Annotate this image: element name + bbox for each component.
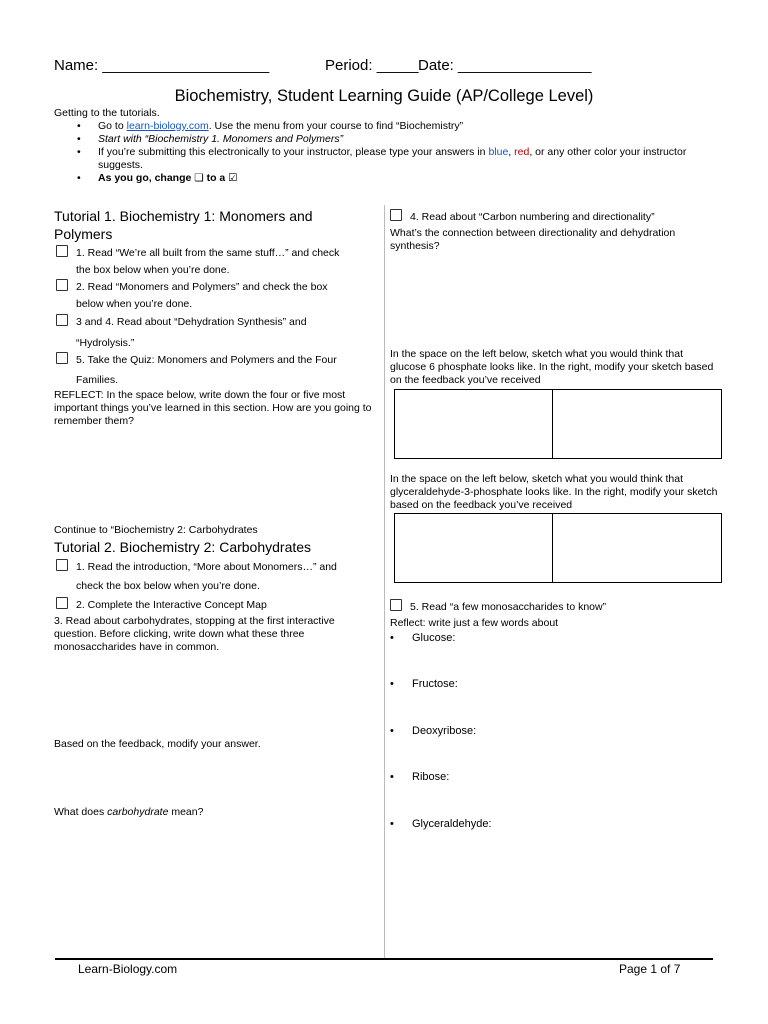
- tutorial-2-task-2: 2. Complete the Interactive Concept Map: [56, 597, 371, 614]
- task-checkbox[interactable]: [56, 245, 68, 257]
- page-title: Biochemistry, Student Learning Guide (AP/College Level): [174, 87, 594, 105]
- intro-bullet-4: • As you go, change ❏ to a ☑: [54, 172, 714, 185]
- right-task-4: 4. Read about “Carbon numbering and directionality”: [390, 209, 705, 226]
- tutorial-2-task-1: 1. Read the introduction, “More about Monomers…” and check the box below when you’re done.: [56, 559, 371, 595]
- g3p-sketch-box[interactable]: [394, 513, 722, 583]
- task-checkbox[interactable]: [56, 314, 68, 326]
- task-checkbox[interactable]: [56, 279, 68, 291]
- task-checkbox[interactable]: [56, 597, 68, 609]
- intro-bullet-1: • Go to learn-biology.com. Use the menu from your course to find “Biochemistry”: [54, 120, 714, 133]
- footer-site: Learn-Biology.com: [78, 962, 178, 976]
- intro-bullet-2: • Start with “Biochemistry 1. Monomers and Polymers”: [54, 133, 714, 146]
- right-task-5: 5. Read “a few monosaccharides to know”: [390, 599, 705, 616]
- sketch-divider: [552, 514, 553, 582]
- tutorial-2-heading: Tutorial 2. Biochemistry 2: Carbohydrates: [54, 539, 312, 555]
- tutorial-1-task-3: 3 and 4. Read about “Dehydration Synthesis” and “Hydrolysis.”: [56, 314, 371, 352]
- monosaccharide-item: • Fructose:: [390, 678, 458, 690]
- footer-rule: [55, 958, 713, 960]
- monosaccharide-item: • Glucose:: [390, 632, 455, 644]
- column-divider: [384, 205, 385, 958]
- tutorial-1-task-2: 2. Read “Monomers and Polymers” and check the box below when you’re done.: [56, 279, 371, 313]
- feedback-prompt: Based on the feedback, modify your answer.: [54, 738, 261, 750]
- continue-note: Continue to “Biochemistry 2: Carbohydrates: [54, 524, 258, 536]
- footer-page-number: Page 1 of 7: [619, 962, 681, 976]
- intro-bullets: [54, 120, 714, 185]
- getting-started-text: Getting to the tutorials.: [54, 107, 160, 119]
- task-checkbox[interactable]: [56, 559, 68, 571]
- blue-color-word: blue: [488, 146, 509, 158]
- tutorial-1-task-4: 5. Take the Quiz: Monomers and Polymers and the Four Families.: [56, 352, 371, 389]
- directionality-question: What’s the connection between directionality and dehydration synthesis?: [390, 227, 676, 252]
- glucose-sketch-prompt: In the space on the left below, sketch what you would think that glucose 6 phosphate looks like. In the right, modify your sketch based on the feedback you’ve received: [390, 348, 714, 386]
- monosaccharide-item: • Deoxyribose:: [390, 725, 476, 737]
- task-checkbox[interactable]: [56, 352, 68, 364]
- date-field-label: Date: ________________: [418, 57, 592, 74]
- red-color-word: red: [514, 146, 530, 158]
- monosaccharide-item: • Ribose:: [390, 771, 449, 783]
- tutorial-1-reflect-prompt: REFLECT: In the space below, write down the four or five most important things you’ve learned in this section. How are you going to remember them?: [54, 389, 372, 427]
- monosaccharide-item: • Glyceraldehyde:: [390, 818, 492, 830]
- task-checkbox[interactable]: [390, 209, 402, 221]
- monosaccharide-reflect-prompt: Reflect: write just a few words about: [390, 617, 559, 629]
- glucose-sketch-box[interactable]: [394, 389, 722, 459]
- g3p-sketch-prompt: In the space on the left below, sketch what you would think that glyceraldehyde-3-phosphate looks like. In the right, modify your sketch based on the feedback you’ve received: [390, 473, 718, 511]
- sketch-divider: [552, 390, 553, 458]
- intro-bullet-3: • If you’re submitting this electronically to your instructor, please type your answers in blue, red, or any other color your instructor suggests.: [54, 146, 714, 172]
- carbohydrate-question-3: 3. Read about carbohydrates, stopping at the first interactive question. Before clicking, write down what these three monosaccharides have in common.: [54, 615, 335, 653]
- period-field-label: Period: _____: [325, 57, 419, 74]
- tutorial-1-heading: Tutorial 1. Biochemistry 1: Monomers and Polymers: [54, 208, 313, 242]
- learn-biology-link[interactable]: learn-biology.com: [126, 120, 209, 132]
- name-field-label: Name: ____________________: [54, 57, 270, 74]
- task-checkbox[interactable]: [390, 599, 402, 611]
- carbohydrate-meaning-question: What does carbohydrate mean?: [54, 806, 204, 818]
- tutorial-1-task-1: 1. Read “We’re all built from the same stuff…” and check the box below when you’re done.: [56, 245, 371, 279]
